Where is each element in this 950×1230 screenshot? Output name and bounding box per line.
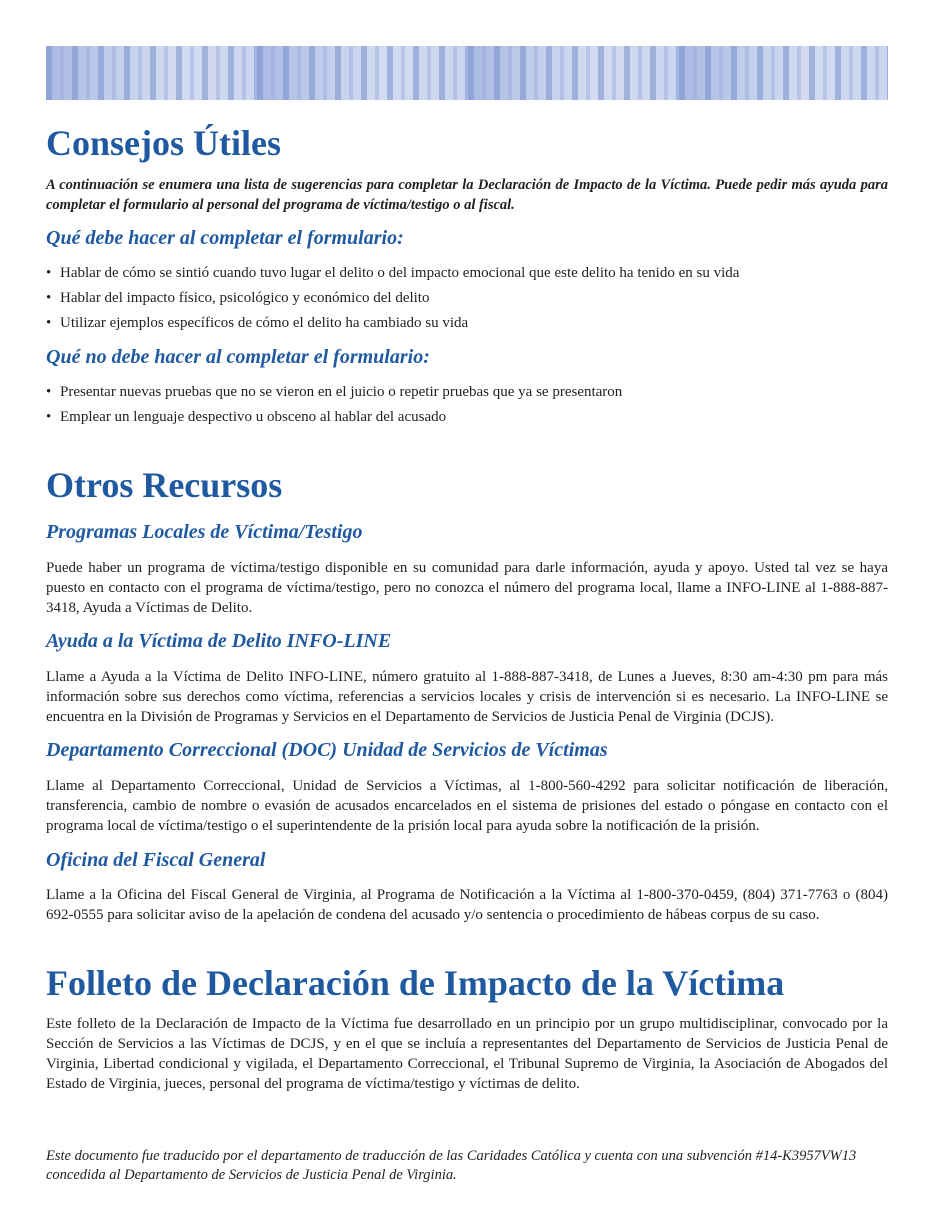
brochure-title: Folleto de Declaración de Impacto de la Víctima [46, 963, 785, 1003]
tips-intro: A continuación se enumera una lista de sugerencias para completar la Declaración de Impacto de la Víctima. Puede pedir más ayuda para completar el formulario al personal del programa de víctima/testigo o al fiscal. [46, 177, 888, 213]
resources-title: Otros Recursos [46, 465, 283, 505]
section-heading-doc: Departamento Correccional (DOC) Unidad de Servicios de Víctimas [46, 739, 608, 761]
tips-title: Consejos Útiles [46, 123, 281, 163]
brochure-text: Este folleto de la Declaración de Impacto de la Víctima fue desarrollado en un principio por un grupo multidisciplinar, convocado por la Sección de Servicios a las Víctimas de DCJS, y en el que se incluía a representantes del Departamento de Servicios de Justicia Penal de Virginia, Libertad condicional y vigilada, el Departamento Correccional, el Tribunal Supremo de Virginia, la Asociación de Abogados del Estado de Virginia, jueces, personal del programa de víctima/testigo y víctimas de delito. [46, 1016, 888, 1092]
list-item: • Hablar de cómo se sintió cuando tuvo lugar el delito o del impacto emocional que este delito ha tenido en su vida [46, 263, 888, 288]
section-text-attorney-general: Llame a la Oficina del Fiscal General de Virginia, al Programa de Notificación a la Víctima al 1-800-370-0459, (804) 371-7763 o (804) 692-0555 para solicitar aviso de la apelación de condena del acusado y/o sentencia o procedimiento de hábeas corpus de su caso. [46, 887, 888, 923]
section-text-info-line: Llame a Ayuda a la Víctima de Delito INFO-LINE, número gratuito al 1-888-887-3418, de Lunes a Jueves, 8:30 am-4:30 pm para más información sobre sus derechos como víctima, referencias a servicios locales y crisis de intervención si es necesario. La INFO-LINE se encuentra en la División de Programas y Servicios en el Departamento de Servicios de Justicia Penal de Virginia (DCJS). [46, 669, 888, 725]
footer-note: Este documento fue traducido por el departamento de traducción de las Caridades Católica y cuenta con una subvención #14-K3957VW13 concedida al Departamento de Servicios de Justicia Penal de Virginia. [46, 1148, 857, 1183]
section-text-victim-witness: Puede haber un programa de víctima/testigo disponible en su comunidad para darle información, ayuda y apoyo. Usted tal vez se haya puesto en contacto con el programa de víctima/testigo, pero no conozca el número del programa local, llame a INFO-LINE al 1-888-887-3418, Ayuda a Víctimas de Delito. [46, 560, 888, 616]
list-item: • Hablar del impacto físico, psicológico y económico del delito [46, 288, 888, 313]
list-item: • Utilizar ejemplos específicos de cómo el delito ha cambiado su vida [46, 313, 888, 338]
section-heading-victim-witness: Programas Locales de Víctima/Testigo [46, 521, 363, 543]
do-heading: Qué debe hacer al completar el formulario: [46, 227, 404, 249]
banner-segment [677, 46, 888, 100]
banner-segment [255, 46, 466, 100]
do-list [46, 263, 888, 338]
header-banner [46, 46, 888, 100]
list-item: • Presentar nuevas pruebas que no se vieron en el juicio o repetir pruebas que ya se presentaron [46, 382, 888, 407]
list-item: • Emplear un lenguaje despectivo u obsceno al hablar del acusado [46, 407, 888, 432]
section-text-doc: Llame al Departamento Correccional, Unidad de Servicios a Víctimas, al 1-800-560-4292 para solicitar notificación de liberación, transferencia, cambio de nombre o evasión de acusados encarcelados en el sistema de prisiones del estado o póngase en contacto con el programa local de víctima/testigo o el superintendente de la prisión local para ayuda sobre la notificación de la prisión. [46, 778, 888, 834]
dont-list [46, 382, 888, 432]
section-heading-attorney-general: Oficina del Fiscal General [46, 849, 266, 871]
banner-segment [466, 46, 677, 100]
banner-segment [46, 46, 255, 100]
dont-heading: Qué no debe hacer al completar el formulario: [46, 346, 430, 368]
section-heading-info-line: Ayuda a la Víctima de Delito INFO-LINE [46, 630, 392, 652]
